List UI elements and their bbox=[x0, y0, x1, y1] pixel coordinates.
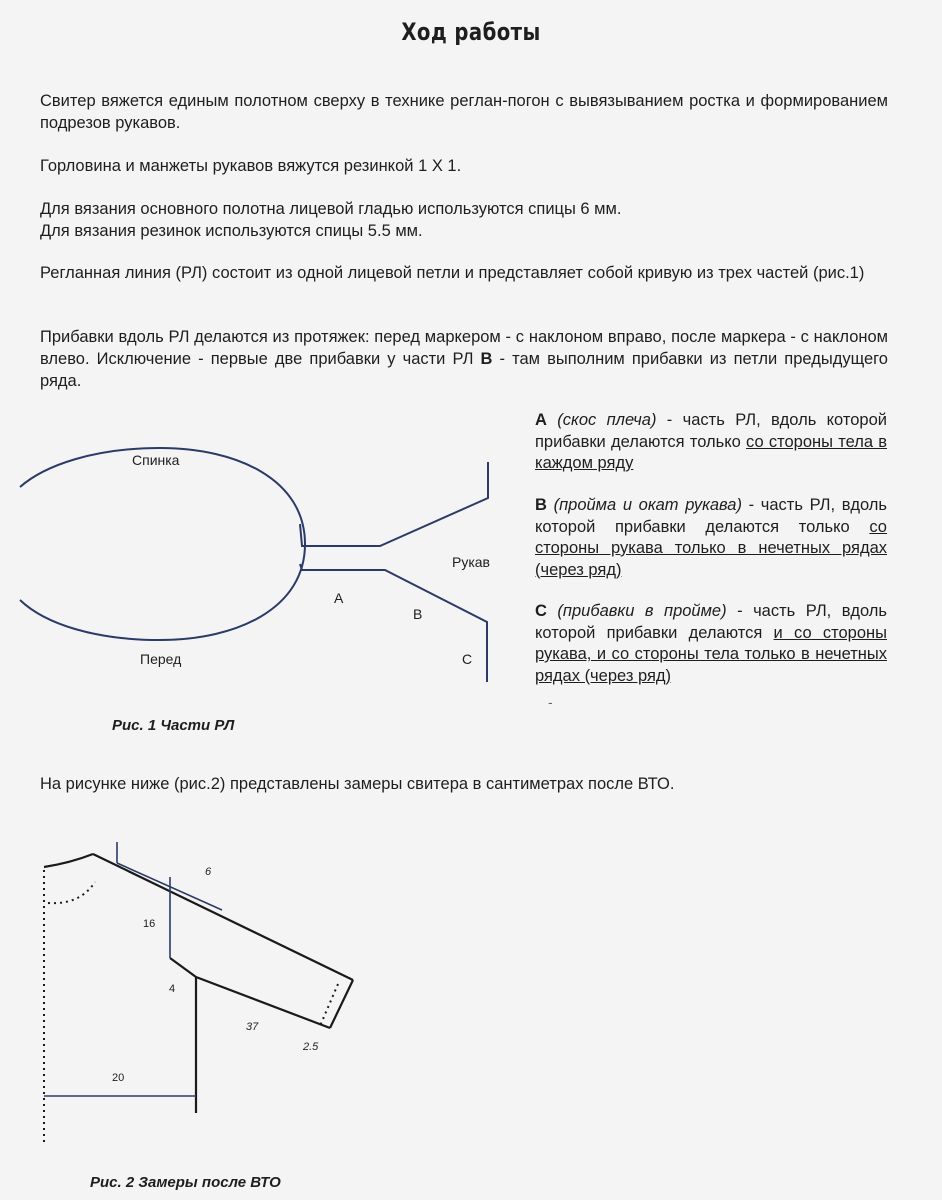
garment-outline bbox=[44, 854, 353, 1113]
note-c-title: (прибавки в пройме) bbox=[557, 602, 727, 620]
label-part-b: B bbox=[413, 606, 423, 622]
note-c-underline: и со стороны рукава, и со стороны тела только в нечетных рядах (через ряд) bbox=[535, 623, 888, 685]
increases-text-2: - там выполним прибавки из петли предыдущего ряда. bbox=[40, 350, 888, 390]
stray-dash: - bbox=[548, 694, 553, 710]
note-c-text: - часть РЛ, вдоль которой прибавки делаются bbox=[535, 602, 887, 642]
label-part-a: A bbox=[334, 590, 344, 606]
measure-37: 37 bbox=[246, 1021, 259, 1033]
note-b-underline: со стороны рукава только в нечетных рядах (через ряд) bbox=[535, 517, 887, 579]
measure-20: 20 bbox=[112, 1072, 125, 1084]
note-b-letter: В bbox=[535, 496, 547, 514]
figure-2-caption: Рис. 2 Замеры после ВТО bbox=[90, 1174, 281, 1191]
note-a-letter: А bbox=[535, 411, 547, 429]
label-front: Перед bbox=[140, 651, 182, 667]
note-b-title: (пройма и окат рукава) bbox=[553, 496, 742, 514]
label-part-c: C bbox=[462, 651, 473, 667]
sleeve-underside bbox=[196, 977, 330, 1028]
paragraph-increases bbox=[40, 326, 888, 392]
note-a-underline: со стороны тела в каждом ряду bbox=[535, 432, 887, 472]
measure-2-5: 2.5 bbox=[303, 1041, 319, 1053]
measure-16: 16 bbox=[143, 918, 156, 930]
figure-1-caption: Рис. 1 Части РЛ bbox=[112, 717, 235, 734]
note-a bbox=[535, 410, 887, 475]
paragraph-intro: Свитер вяжется единым полотном сверху в технике реглан-погон с вывязыванием ростка и формированием подрезов рукавов. bbox=[40, 92, 888, 132]
measure-4: 4 bbox=[169, 983, 176, 995]
neck-rib-dotted bbox=[48, 882, 95, 903]
raglan-lines bbox=[20, 448, 488, 682]
label-sleeve: Рукав bbox=[452, 554, 490, 570]
note-b bbox=[535, 495, 887, 581]
paragraph-raglan-line: Регланная линия (РЛ) состоит из одной лицевой петли и представляет собой кривую из трех частей (рис.1) bbox=[40, 264, 865, 282]
paragraph-measurements: На рисунке ниже (рис.2) представлены замеры свитера в сантиметрах после ВТО. bbox=[40, 775, 675, 793]
label-back: Спинка bbox=[132, 452, 180, 468]
paragraph-needles bbox=[40, 198, 888, 242]
measure-6: 6 bbox=[205, 866, 212, 878]
note-a-title: (скос плеча) bbox=[557, 411, 657, 429]
cuff-rib-dotted bbox=[320, 984, 338, 1026]
needles-rib: Для вязания резинок используются спицы 5.5 мм. bbox=[40, 222, 423, 240]
neckline bbox=[44, 854, 93, 867]
sleeve-cuff-end bbox=[330, 980, 353, 1028]
armhole-edge bbox=[170, 958, 196, 977]
note-c-letter: С bbox=[535, 602, 547, 620]
paragraph-ribbing: Горловина и манжеты рукавов вяжутся резинкой 1 Х 1. bbox=[40, 157, 462, 175]
dotted-edges bbox=[44, 870, 338, 1142]
page-title: Ход работы bbox=[401, 18, 541, 46]
note-a-text: - часть РЛ, вдоль которой прибавки делаются только bbox=[535, 411, 887, 451]
figure-raglan-parts bbox=[0, 400, 530, 690]
increases-text-1: Прибавки вдоль РЛ делаются из протяжек: перед маркером - с наклоном вправо, после маркера - с наклоном влево. Исключение - первые две прибавки у части РЛ bbox=[40, 328, 888, 368]
raglan-sleeve-top bbox=[93, 854, 353, 980]
needles-main: Для вязания основного полотна лицевой гладью используются спицы 6 мм. bbox=[40, 200, 622, 218]
raglan-bottom bbox=[300, 564, 487, 682]
figure-measurements bbox=[0, 830, 400, 1150]
raglan-top bbox=[300, 462, 488, 546]
body-ellipse bbox=[20, 448, 305, 640]
note-c bbox=[535, 601, 887, 687]
increases-bold-b: В bbox=[480, 350, 493, 368]
note-b-text: - часть РЛ, вдоль которой прибавки делаются только bbox=[535, 496, 887, 536]
